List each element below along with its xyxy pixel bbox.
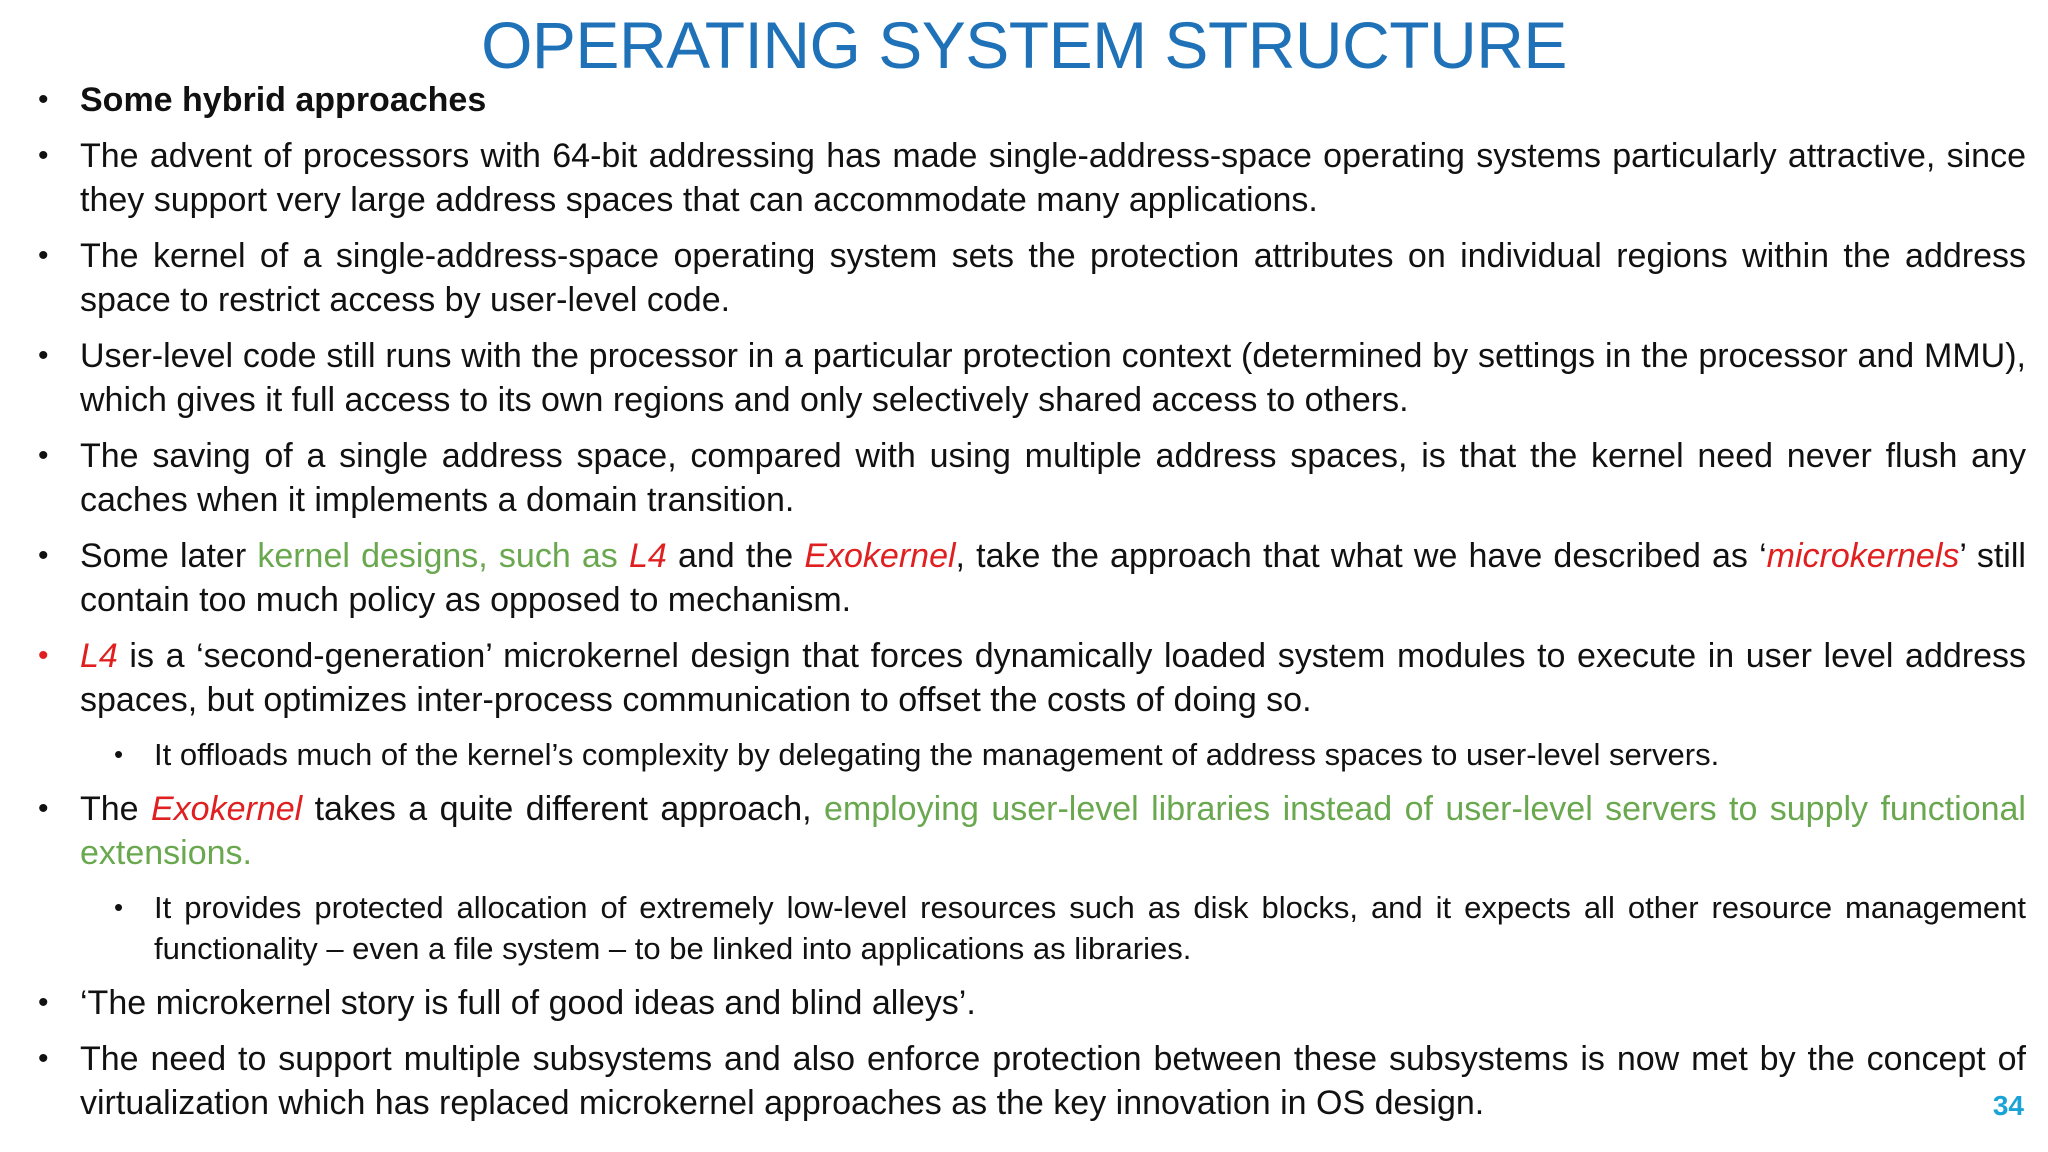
bullet-text: The kernel of a single-address-space operating system sets the protection attributes on individual regions within the address space to restrict access by user-level code. [80, 237, 2026, 319]
bullet-text-part: ’ still contain too much policy as opposed to mechanism. [80, 537, 2026, 619]
bullet-item [36, 78, 2026, 122]
bullet-item [36, 434, 2026, 522]
bullet-item [36, 534, 2026, 622]
bullet-icon: • [38, 792, 49, 825]
highlight-red-italic: Exokernel [151, 790, 303, 828]
highlight-red-italic: microkernels [1766, 537, 1960, 575]
bullet-text-part: The [80, 790, 151, 828]
bullet-icon: • [38, 139, 49, 172]
bullet-text-part: Some later [80, 537, 258, 575]
bullet-icon: • [38, 639, 49, 672]
slide-title: OPERATING SYSTEM STRUCTURE [481, 8, 1567, 82]
bullet-item [36, 787, 2026, 875]
bullet-text-part: , take the approach that what we have described as ‘ [955, 537, 1767, 575]
sub-bullet-item [114, 734, 2026, 775]
bullet-icon: • [38, 439, 49, 472]
highlight-red-italic: L4 [80, 637, 118, 675]
page-number: 34 [1992, 1090, 2024, 1121]
sub-bullet-icon: • [114, 739, 124, 769]
bullet-icon: • [38, 83, 49, 116]
bullet-icon: • [38, 339, 49, 372]
bullet-text: ‘The microkernel story is full of good ideas and blind alleys’. [80, 984, 976, 1022]
bullet-icon: • [38, 239, 49, 272]
bullet-text: User-level code still runs with the processor in a particular protection context (determined by settings in the processor and MMU), which gives it full access to its own regions and only selectively shared access to others. [80, 337, 2026, 419]
sub-bullet-item [114, 887, 2026, 969]
sub-bullet-text: It offloads much of the kernel’s complexity by delegating the management of address spaces to user-level servers. [154, 737, 1720, 772]
bullet-item [36, 1037, 2026, 1125]
highlight-red-italic: Exokernel [804, 537, 956, 575]
sub-bullet-icon: • [114, 892, 124, 922]
bullet-text-part: and the [666, 537, 805, 575]
bullet-item [36, 334, 2026, 422]
bullet-item [36, 634, 2026, 722]
highlight-red-italic: L4 [628, 537, 667, 575]
bullet-text-part: takes a quite different approach, [302, 790, 824, 828]
bullet-item [36, 234, 2026, 322]
bullet-text: The advent of processors with 64-bit addressing has made single-address-space operating systems particularly attractive, since they support very large address spaces that can accommodate many applications. [80, 137, 2026, 219]
bullet-item [36, 981, 2026, 1025]
bullet-icon: • [38, 1042, 49, 1075]
highlight-green: employing user-level libraries instead of user-level servers to supply functional extensions. [80, 790, 2026, 872]
sub-bullet-text: It provides protected allocation of extremely low-level resources such as disk blocks, and it expects all other resource management functionality – even a file system – to be linked into applications as libraries. [154, 890, 2026, 966]
bullet-icon: • [38, 986, 49, 1019]
bullet-icon: • [38, 539, 49, 572]
bullet-text-part: is a ‘second-generation’ microkernel design that forces dynamically loaded system modules to execute in user level address spaces, but optimizes inter-process communication to offset the costs of doing so. [80, 637, 2026, 719]
bullet-list [36, 78, 2026, 1137]
highlight-green: kernel designs, such as [257, 537, 629, 575]
bullet-item [36, 134, 2026, 222]
bullet-text: The need to support multiple subsystems and also enforce protection between these subsystems is now met by the concept of virtualization which has replaced microkernel approaches as the key innovation in OS design. [80, 1040, 2026, 1122]
bullet-text: Some hybrid approaches [80, 81, 487, 119]
bullet-text: The saving of a single address space, compared with using multiple address spaces, is that the kernel need never flush any caches when it implements a domain transition. [80, 437, 2026, 519]
